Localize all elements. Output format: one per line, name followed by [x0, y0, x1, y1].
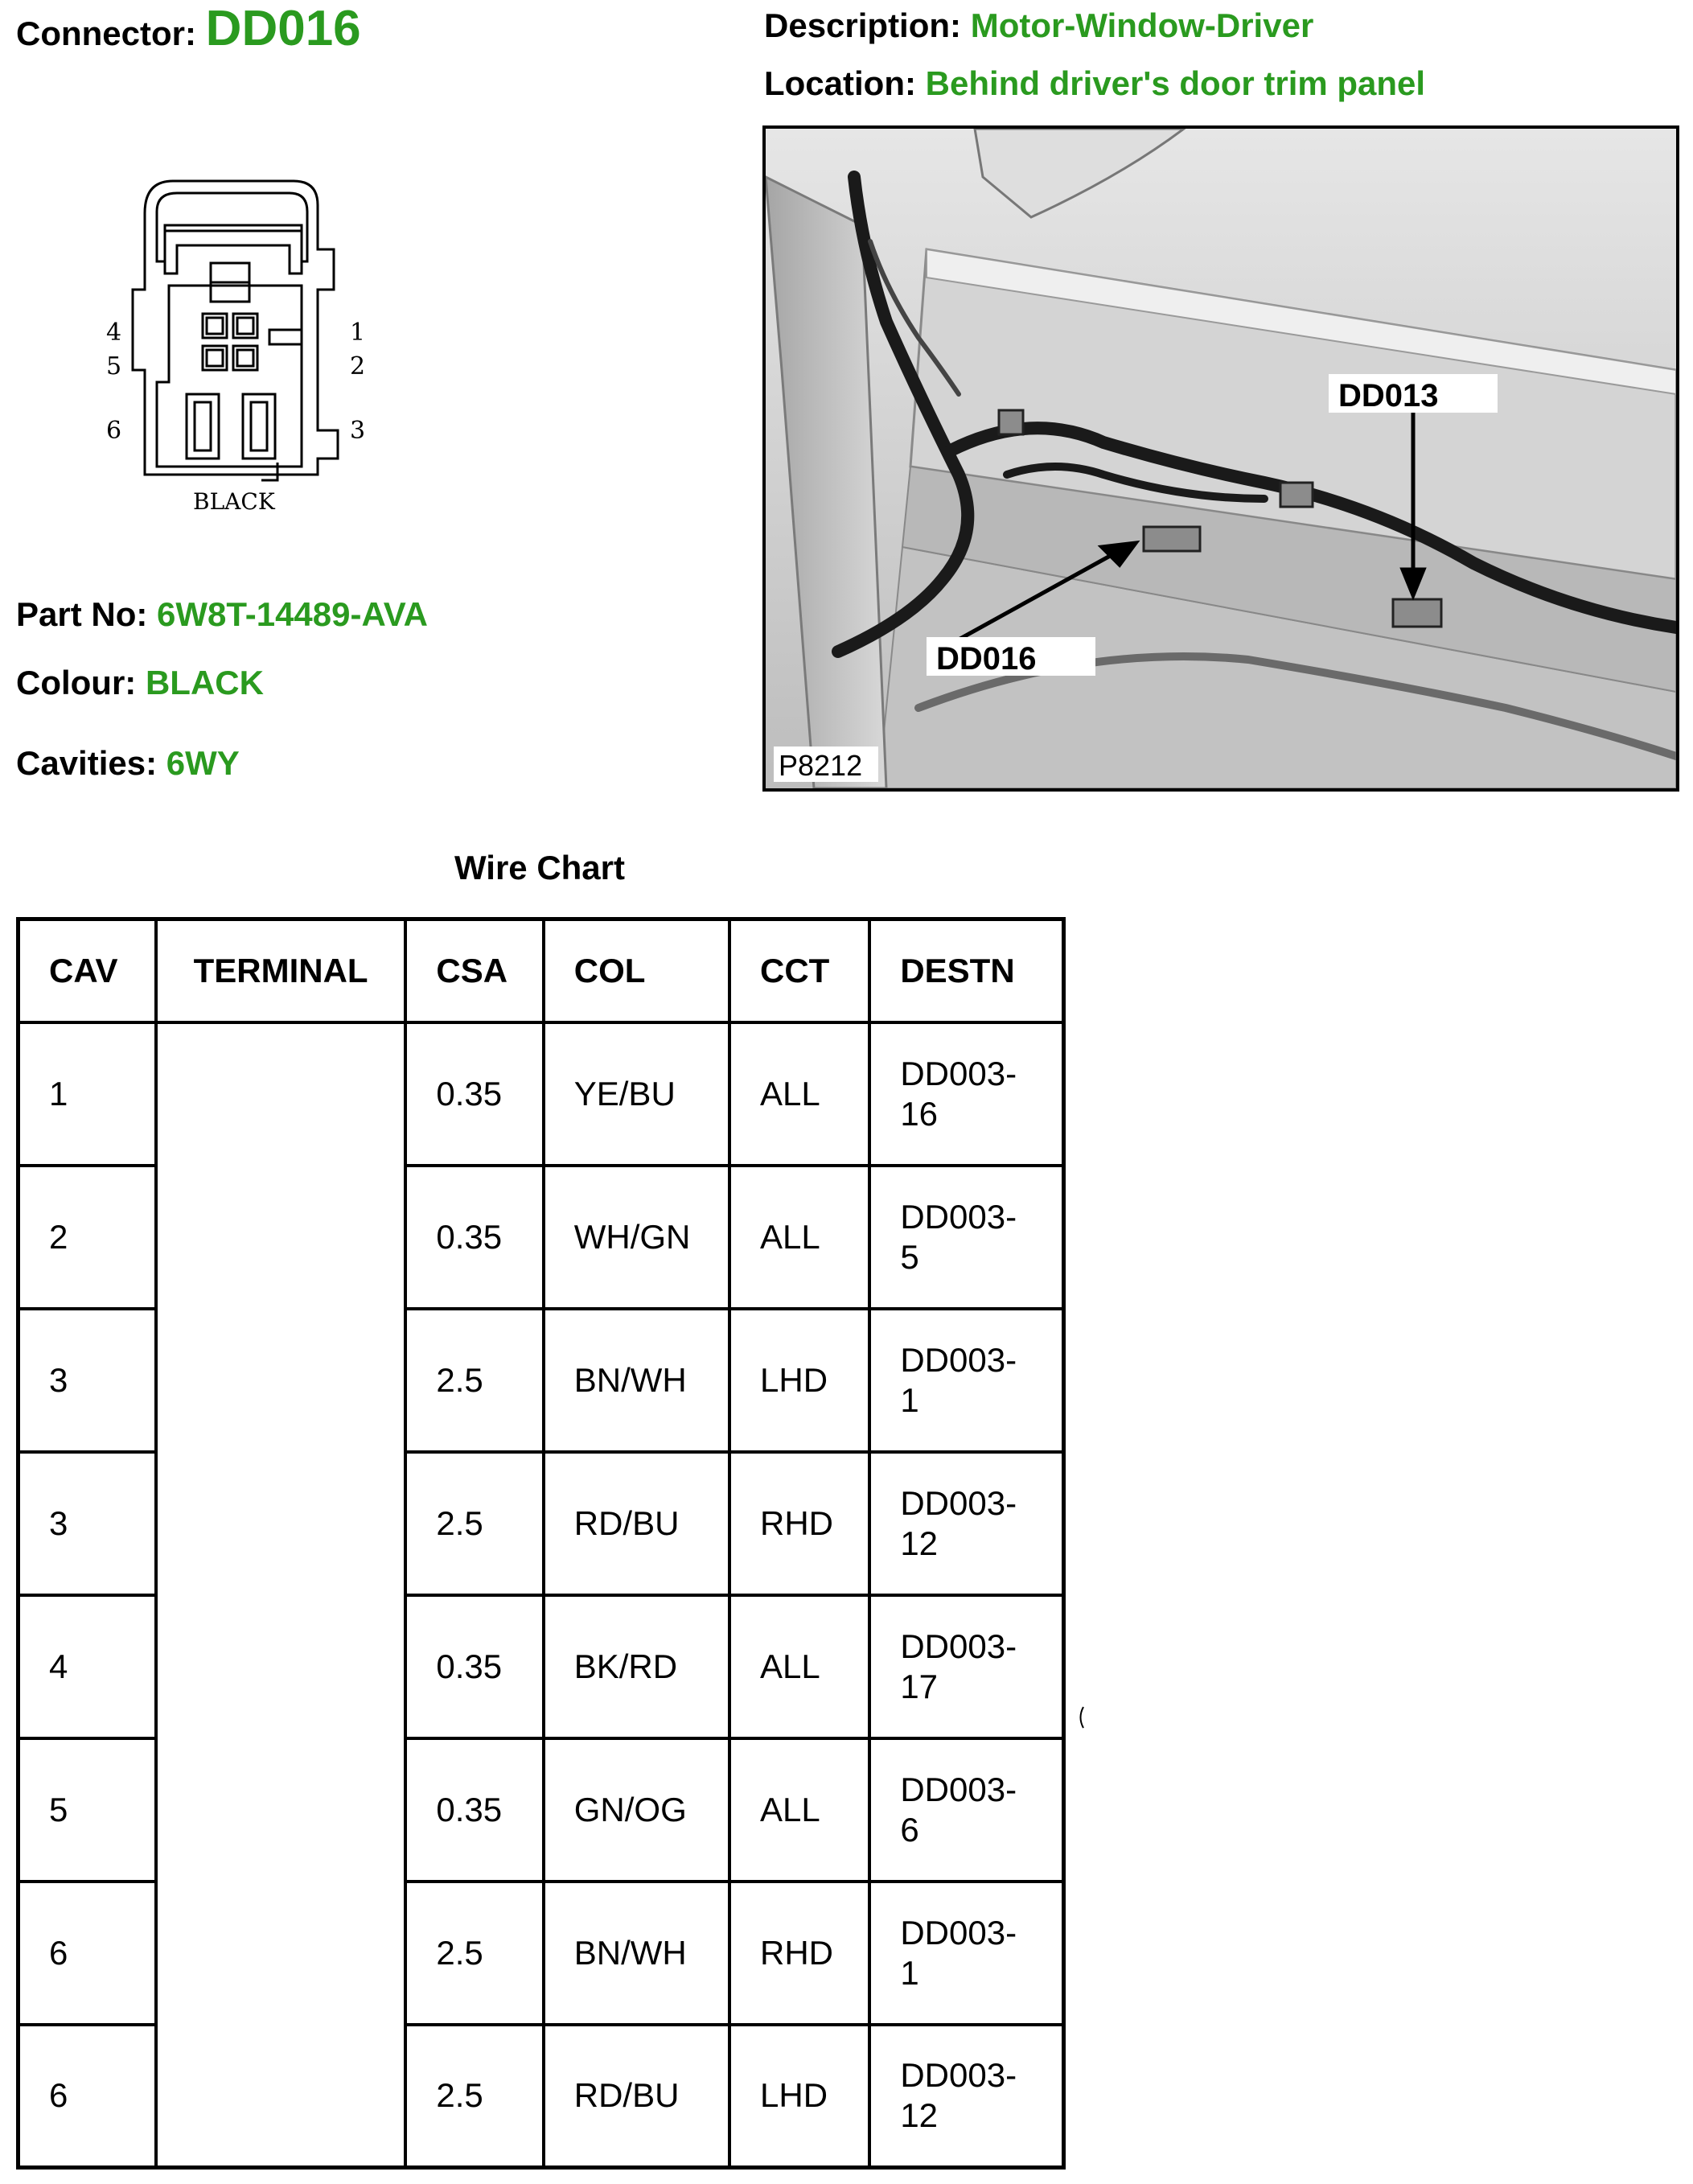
csa-cell: 2.5 [405, 1452, 543, 1595]
column-header-cct: CCT [729, 919, 869, 1022]
column-header-csa: CSA [405, 919, 543, 1022]
connector-label: Connector: [16, 14, 196, 52]
cct-cell: RHD [729, 1452, 869, 1595]
col-cell: RD/BU [544, 2025, 729, 2168]
destn-cell [869, 1166, 1063, 1309]
cct-cell: ALL [729, 1738, 869, 1882]
description-label: Description: [764, 6, 962, 44]
destn-pin: 17 [900, 1667, 939, 1705]
destn-connector: DD003- [900, 1054, 1017, 1092]
connector-face-diagram [97, 165, 410, 527]
destn-cell [869, 1595, 1063, 1738]
destn-pin: 12 [900, 2096, 939, 2135]
destn-pin: 1 [900, 1953, 919, 1992]
cct-cell: ALL [729, 1595, 869, 1738]
pin-label-2: 2 [350, 352, 366, 380]
location-line [764, 64, 1425, 103]
pin-label-4: 4 [106, 319, 122, 347]
location-label: Location: [764, 64, 916, 102]
destn-pin: 5 [900, 1237, 919, 1276]
pin-label-1: 1 [350, 319, 366, 347]
cct-cell: LHD [729, 2025, 869, 2168]
csa-cell: 0.35 [405, 1166, 543, 1309]
csa-cell: 0.35 [405, 1738, 543, 1882]
terminal-cell [156, 1022, 406, 2168]
destn-connector: DD003- [900, 1770, 1017, 1808]
pin-label-3: 3 [350, 417, 366, 445]
wire-chart-table [16, 917, 1066, 2170]
cavities-value: 6WY [166, 744, 240, 782]
destn-cell [869, 1452, 1063, 1595]
destn-pin: 1 [900, 1380, 919, 1419]
col-cell: GN/OG [544, 1738, 729, 1882]
cct-cell: ALL [729, 1022, 869, 1166]
cav-cell: 5 [18, 1738, 156, 1882]
description-value: Motor-Window-Driver [970, 6, 1314, 44]
cav-cell: 6 [18, 2025, 156, 2168]
destn-cell [869, 2025, 1063, 2168]
description-line [764, 6, 1313, 45]
destn-cell [869, 1882, 1063, 2025]
callout-dd016: DD016 [936, 641, 1037, 677]
table-header-row [18, 919, 1064, 1022]
destn-connector: DD003- [900, 1483, 1017, 1522]
cavities-label: Cavities: [16, 744, 158, 782]
destn-cell [869, 1309, 1063, 1452]
callout-dd013: DD013 [1338, 378, 1439, 413]
col-cell: RD/BU [544, 1452, 729, 1595]
pin-label-6: 6 [106, 417, 122, 445]
destn-connector: DD003- [900, 1913, 1017, 1952]
colour-value: BLACK [145, 664, 264, 701]
destn-cell [869, 1738, 1063, 1882]
csa-cell: 0.35 [405, 1022, 543, 1166]
destn-cell [869, 1022, 1063, 1166]
cav-cell: 3 [18, 1309, 156, 1452]
door-harness-illustration [766, 129, 1676, 788]
col-cell: BK/RD [544, 1595, 729, 1738]
connector-heading [16, 0, 361, 63]
diagram-color-label: BLACK [193, 488, 275, 515]
cct-cell: ALL [729, 1166, 869, 1309]
cav-cell: 3 [18, 1452, 156, 1595]
csa-cell: 0.35 [405, 1595, 543, 1738]
figure-id: P8212 [779, 749, 863, 782]
part-number-label: Part No: [16, 595, 148, 633]
destn-connector: DD003- [900, 2056, 1017, 2095]
location-photo [762, 125, 1679, 792]
destn-connector: DD003- [900, 1197, 1017, 1236]
table-row [18, 1022, 1064, 1166]
column-header-cav: CAV [18, 919, 156, 1022]
location-value: Behind driver's door trim panel [925, 64, 1426, 102]
colour-label: Colour: [16, 664, 137, 701]
column-header-destn: DESTN [869, 919, 1063, 1022]
column-header-col: COL [544, 919, 729, 1022]
cav-cell: 2 [18, 1166, 156, 1309]
col-cell: WH/GN [544, 1166, 729, 1309]
wire-chart-title: Wire Chart [454, 849, 625, 886]
csa-cell: 2.5 [405, 1309, 543, 1452]
stray-mark [1078, 1705, 1084, 1730]
part-number-value: 6W8T-14489-AVA [157, 595, 428, 633]
destn-connector: DD003- [900, 1340, 1017, 1379]
cavities-line [16, 744, 240, 783]
cct-cell: LHD [729, 1309, 869, 1452]
cav-cell: 4 [18, 1595, 156, 1738]
csa-cell: 2.5 [405, 2025, 543, 2168]
cav-cell: 6 [18, 1882, 156, 2025]
col-cell: BN/WH [544, 1309, 729, 1452]
csa-cell: 2.5 [405, 1882, 543, 2025]
part-number-line [16, 595, 428, 634]
destn-pin: 6 [900, 1810, 919, 1849]
cav-cell: 1 [18, 1022, 156, 1166]
colour-line [16, 664, 264, 702]
pin-label-5: 5 [106, 352, 122, 380]
col-cell: BN/WH [544, 1882, 729, 2025]
col-cell: YE/BU [544, 1022, 729, 1166]
destn-pin: 16 [900, 1094, 939, 1133]
column-header-terminal: TERMINAL [156, 919, 406, 1022]
cct-cell: RHD [729, 1882, 869, 2025]
connector-id: DD016 [205, 1, 361, 56]
destn-connector: DD003- [900, 1627, 1017, 1665]
destn-pin: 12 [900, 1524, 939, 1562]
